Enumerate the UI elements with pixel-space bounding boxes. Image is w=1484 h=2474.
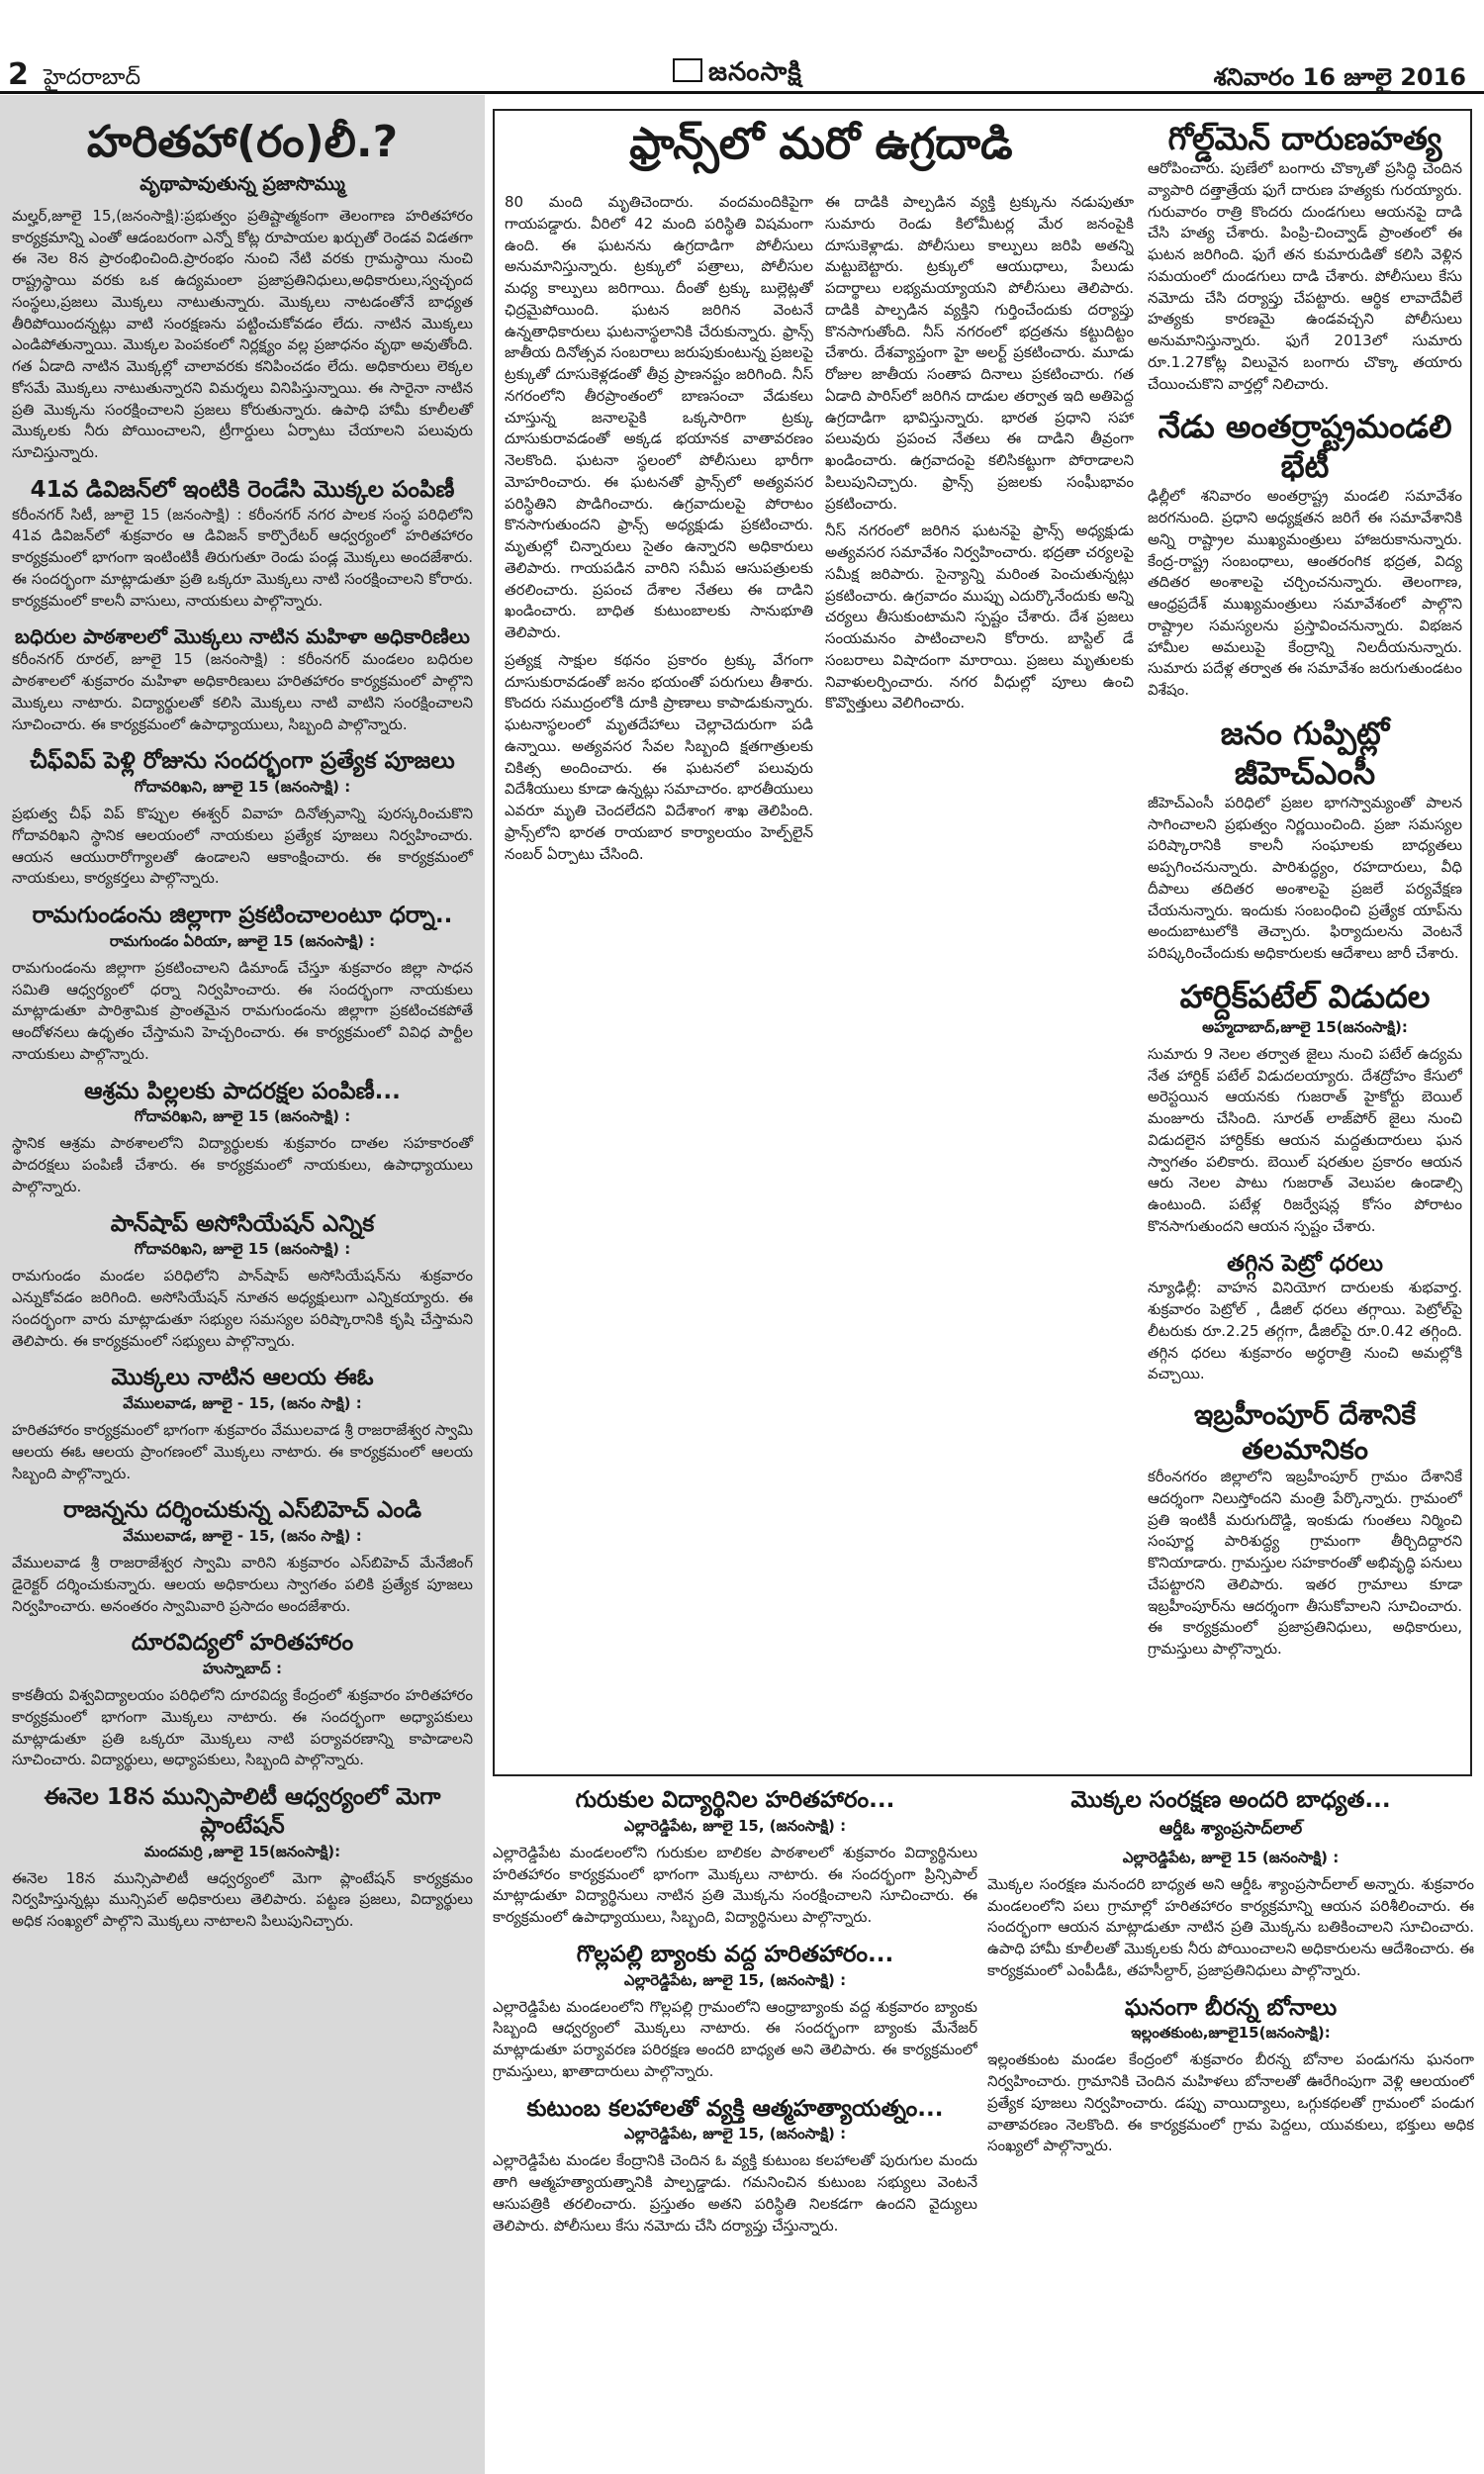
article-hardik <box>1148 977 1462 1238</box>
article-chief-whip <box>12 747 473 890</box>
article-ibrahimpur <box>1148 1397 1462 1661</box>
article-ramagundam-dharna <box>12 902 473 1066</box>
france-headline-wrap <box>505 119 1138 188</box>
dateline: ఎల్లారెడ్డిపేట, జూలై 15, (జనంసాక్షి) : <box>623 1970 847 1989</box>
page-number: 2 <box>8 57 29 92</box>
bottom-col-2 <box>987 1786 1474 2474</box>
article-body: రామగుండం మండల పరిధిలోని పాన్‌షాప్ అసోసియేషన్‌ను శుక్రవారం ఎన్నుకోవడం జరిగింది. అసోసియేషన్ నూతన అధ్యక్షులుగా ఎన్నికయ్యారు. ఈ సందర్భంగా వారు మాట్లాడుతూ సభ్యుల సమస్యల పరిష్కారానికి కృషి చేస్తామని తెలిపారు. ఈ కార్యక్రమంలో సభ్యులు పాల్గొన్నారు. <box>12 1267 473 1350</box>
dateline: గోదావరిఖని, జూలై 15 (జనంసాక్షి) : <box>134 1107 351 1126</box>
bottom-col-1 <box>493 1786 977 2474</box>
article-body: ప్రత్యక్ష సాక్షుల కథనం ప్రకారం ట్రక్కు వేగంగా దూసుకురావడంతో జనం భయంతో పరుగులు తీశారు. కొందరు సముద్రంలోకి దూకి ప్రాణాలు కాపాడుకున్నారు. ఘటనాస్థలంలో మృతదేహాలు చెల్లాచెదురుగా పడి ఉన్నాయి. అత్యవసర సేవల సిబ్బంది క్షతగాత్రులకు చికిత్స అందించారు. ఈ ఘటనలో పలువురు విదేశీయులు కూడా ఉన్నట్లు సమాచారం. భారతీయులు ఎవరూ మృతి చెందలేదని విదేశాంగ శాఖ తెలిపింది. ఫ్రాన్స్‌లోని భారత రాయబార కార్యాలయం హెల్ప్‌లైన్ నంబర్ ఏర్పాటు చేసింది. <box>505 650 813 863</box>
dateline: మందమర్రి ,జూలై 15(జనంసాక్షి): <box>143 1842 341 1860</box>
article-body: సుమారు 9 నెలల తర్వాత జైలు నుంచి పటేల్ ఉద్యమ నేత హార్దిక్ పటేల్ విడుదలయ్యారు. దేశద్రోహం కేసులో అరెస్టయిన ఆయనకు గుజరాత్ హైకోర్టు బెయిల్ మంజూరు చేసింది. సూరత్ లాజ్‌పోర్ జైలు నుంచి విడుదలైన హార్దిక్‌కు ఆయన మద్దతుదారులు ఘన స్వాగతం పలికారు. బెయిల్ షరతుల ప్రకారం ఆయన ఆరు నెలల పాటు గుజరాత్ వెలుపల ఉండాల్సి ఉంటుంది. పటేళ్ల రిజర్వేషన్ల కోసం పోరాటం కొనసాగుతుందని ఆయన స్పష్టం చేశారు. <box>1148 1044 1462 1235</box>
article-ashram-footwear <box>12 1078 473 1198</box>
page-date: శనివారం 16 జూలై 2016 <box>1213 63 1466 91</box>
article-goldman <box>1148 119 1462 395</box>
article-body: కాకతీయ విశ్వవిద్యాలయం పరిధిలోని దూరవిద్య కేంద్రంలో శుక్రవారం హరితహారం కార్యక్రమంలో భాగంగా మొక్కలు నాటారు. ఈ సందర్భంగా అధ్యాపకులు మాట్లాడుతూ ప్రతి ఒక్కరూ మొక్కలు నాటి పర్యావరణాన్ని కాపాడాలని సూచించారు. విద్యార్థులు, అధ్యాపకులు, సిబ్బంది పాల్గొన్నారు. <box>12 1686 473 1769</box>
article-suicide-attempt <box>493 2095 977 2237</box>
article-body: జీహెచ్ఎంసీ పరిధిలో ప్రజల భాగస్వామ్యంతో పాలన సాగించాలని ప్రభుత్వం నిర్ణయించింది. ప్రజా సమస్యల పరిష్కారానికి కాలనీ సంఘాలకు బాధ్యతలు అప్పగించనున్నారు. పారిశుద్ధ్యం, రహదారులు, వీధి దీపాలు తదితర అంశాలపై ప్రజలే పర్యవేక్షణ చేయనున్నారు. ఇందుకు సంబంధించి ప్రత్యేక యాప్‌ను అందుబాటులోకి తెచ్చారు. ఫిర్యాదులను వెంటనే పరిష్కరించేందుకు అధికారులకు ఆదేశాలు జారీ చేశారు. <box>1148 793 1462 962</box>
logo-text: జనంసాక్షి <box>708 57 802 87</box>
article-distance-education <box>12 1629 473 1771</box>
article-body: ఇల్లంతకుంట మండల కేంద్రంలో శుక్రవారం బీరన్న బోనాల పండుగను ఘనంగా నిర్వహించారు. గ్రామానికి చెందిన మహిళలు బోనాలతో ఊరేగింపుగా వెళ్లి ఆలయంలో ప్రత్యేక పూజలు నిర్వహించారు. డప్పు వాయిద్యాలు, ఒగ్గుకథలతో గ్రామంలో పండుగ వాతావరణం నెలకొంది. ఈ కార్యక్రమంలో గ్రామ పెద్దలు, యువకులు, భక్తులు అధిక సంఖ్యలో పాల్గొన్నారు. <box>987 2050 1474 2155</box>
headline: ఇబ్రహీంపూర్ దేశానికే తలమానికం <box>1194 1398 1416 1466</box>
article-mega-plantation <box>12 1783 473 1933</box>
logo-icon <box>673 58 702 82</box>
article-body: ఆరోపించారు. పుణేలో బంగారు చొక్కాతో ప్రసిద్ధి చెందిన వ్యాపారి దత్తాత్రేయ ఫుగే దారుణ హత్యకు గురయ్యారు. గురువారం రాత్రి కొందరు దుండగులు ఆయనపై దాడి చేసి హత్య చేశారు. పింప్రి-చించ్వాడ్ ప్రాంతంలో ఈ ఘటన జరిగింది. ఫుగే తన కుమారుడితో కలిసి వెళ్లిన సమయంలో దుండగులు దాడి చేశారు. పోలీసులు కేసు నమోదు చేసి దర్యాప్తు చేపట్టారు. ఆర్థిక లావాదేవీలే హత్యకు కారణమై ఉండవచ్చని పోలీసులు అనుమానిస్తున్నారు. ఫుగే 2013లో సుమారు రూ.1.27కోట్ల విలువైన బంగారు చొక్కా తయారు చేయించుకొని వార్తల్లో నిలిచారు. <box>1148 159 1462 393</box>
article-body: ఎల్లారెడ్డిపేట మండలంలోని గొల్లపల్లి గ్రామంలోని ఆంధ్రాబ్యాంకు వద్ద శుక్రవారం బ్యాంకు సిబ్బంది ఆధ్వర్యంలో మొక్కలు నాటారు. ఈ సందర్భంగా బ్యాంకు మేనేజర్ మాట్లాడుతూ పర్యావరణ పరిరక్షణ అందరి బాధ్యత అని తెలిపారు. ఈ కార్యక్రమంలో గ్రామస్తులు, ఖాతాదారులు పాల్గొన్నారు. <box>493 1997 977 2080</box>
masthead <box>0 0 1484 94</box>
article-interstate-council <box>1148 407 1462 702</box>
article-body: హరితహారం కార్యక్రమంలో భాగంగా శుక్రవారం వేములవాడ శ్రీ రాజరాజేశ్వర స్వామి ఆలయ ఈఓ ఆలయ ప్రాంగణంలో మొక్కలు నాటారు. ఈ కార్యక్రమంలో ఆలయ సిబ్బంది పాల్గొన్నారు. <box>12 1421 474 1482</box>
article-body: మొక్కల సంరక్షణ మనందరి బాధ్యత అని ఆర్డీఓ శ్యాంప్రసాద్‌లాల్ అన్నారు. శుక్రవారం మండలంలోని పలు గ్రామాల్లో హరితహారం కార్యక్రమాన్ని ఆయన పరిశీలించారు. ఈ సందర్భంగా ఆయన మాట్లాడుతూ నాటిన ప్రతి మొక్కను బతికించాలని సూచించారు. ఉపాధి హామీ కూలీలతో మొక్కలకు నీరు పోయించాలని అధికారులను ఆదేశించారు. ఈ కార్యక్రమంలో ఎంపీడీఓ, తహసీల్దార్, ప్రజాప్రతినిధులు పాల్గొన్నారు. <box>987 1874 1474 1979</box>
page-city: హైదరాబాద్ <box>44 65 140 90</box>
article-petrol <box>1148 1250 1462 1386</box>
dateline: వేములవాడ, జూలై - 15, (జనం సాక్షి) : <box>123 1394 362 1413</box>
article-panshop-election <box>12 1210 473 1353</box>
headline: ఆశ్రమ పిల్లలకు పాదరక్షల పంపిణీ... <box>84 1078 401 1104</box>
newspaper-logo <box>673 57 802 93</box>
headline: నేడు అంతర్రాష్ట్రమండలి భేటీ <box>1158 408 1452 486</box>
france-col-1 <box>505 192 813 1765</box>
dateline: వేములవాడ, జూలై - 15, (జనం సాక్షి) : <box>123 1527 362 1546</box>
dateline: ఎల్లారెడ్డిపేట, జూలై 15, (జనంసాక్షి) : <box>623 2125 847 2143</box>
headline: హార్దిక్‌పటేల్ విడుదల <box>1179 977 1431 1015</box>
dateline: ఇల్లంతకుంట,జూలై15(జనంసాక్షి): <box>1131 2024 1331 2043</box>
bottom-right-area <box>493 1786 1484 2474</box>
article-body: 80 మంది మృతిచెందారు. వందమందికిపైగా గాయపడ్డారు. వీరిలో 42 మంది పరిస్థితి విషమంగా ఉంది. ఈ ఘటనను ఉగ్రదాడిగా పోలీసులు అనుమానిస్తున్నారు. ట్రక్కులో పత్రాలు, పోలీసుల మధ్య కాల్పులు జరిగాయి. దీంతో ట్రక్కు బుల్లెట్లతో ఛిద్రమైపోయింది. ఘటన జరిగిన వెంటనే ఉన్నతాధికారులు ఘటనాస్థలానికి చేరుకున్నారు. ఫ్రాన్స్ జాతీయ దినోత్సవ సంబరాలు జరుపుకుంటున్న ప్రజలపై ట్రక్కుతో దూసుకెళ్లడంతో తీవ్ర ప్రాణనష్టం జరిగింది. నీస్ నగరంలోని తీరప్రాంతంలో బాణసంచా వేడుకలు చూస్తున్న జనాలపైకి ఒక్కసారిగా ట్రక్కు దూసుకురావడంతో అక్కడ భయానక వాతావరణం నెలకొంది. ఘటనా స్థలంలో పోలీసులు భారీగా మోహరించారు. ఈ ఘటనతో ఫ్రాన్స్‌లో అత్యవసర పరిస్థితిని పొడిగించారు. ఉగ్రవాదులపై పోరాటం కొనసాగుతుందని ఫ్రాన్స్ అధ్యక్షుడు ప్రకటించారు. మృతుల్లో చిన్నారులు సైతం ఉన్నారని అధికారులు తెలిపారు. గాయపడిన వారిని సమీప ఆసుపత్రులకు తరలించారు. ప్రపంచ దేశాల నేతలు ఈ దాడిని ఖండించారు. బాధిత కుటుంబాలకు సానుభూతి తెలిపారు. <box>505 193 813 641</box>
article-body: వేములవాడ శ్రీ రాజరాజేశ్వర స్వామి వారిని శుక్రవారం ఎస్‌బిహెచ్ మేనేజింగ్ డైరెక్టర్ దర్శించుకున్నారు. ఆలయ అధికారులు స్వాగతం పలికి ప్రత్యేక పూజలు నిర్వహించారు. అనంతరం స్వామివారి ప్రసాదం అందజేశారు. <box>12 1554 473 1615</box>
article-body: నీస్ నగరంలో జరిగిన ఘటనపై ఫ్రాన్స్ అధ్యక్షుడు అత్యవసర సమావేశం నిర్వహించారు. భద్రతా చర్యలపై సమీక్ష జరిపారు. సైన్యాన్ని మరింత పెంచుతున్నట్లు ప్రకటించారు. ఉగ్రవాదం ముప్పు ఎదుర్కొనేందుకు అన్ని చర్యలు తీసుకుంటామని స్పష్టం చేశారు. దేశ ప్రజలు సంయమనం పాటించాలని కోరారు. బాస్టిల్ డే సంబరాలు విషాదంగా మారాయి. ప్రజలు మృతులకు నివాళులర్పించారు. నగర వీధుల్లో పూలు ఉంచి కొవ్వొత్తులు వెలిగించారు. <box>825 522 1134 713</box>
dateline: రామగుండం ఏరియా, జూలై 15 (జనంసాక్షి) : <box>109 931 376 950</box>
dateline: అహ్మదాబాద్,జూలై 15(జనంసాక్షి): <box>1202 1017 1408 1036</box>
article-body: ఈనెల 18న మున్సిపాలిటీ ఆధ్వర్యంలో మెగా ప్లాంటేషన్ కార్యక్రమం నిర్వహిస్తున్నట్లు మున్సిపల్ అధికారులు తెలిపారు. పట్టణ ప్రజలు, విద్యార్థులు అధిక సంఖ్యలో పాల్గొని మొక్కలు నాటాలని పిలుపునిచ్చారు. <box>12 1868 473 1931</box>
headline: దూరవిద్యలో హరితహారం <box>131 1630 354 1657</box>
article-beeranna-bonalu <box>987 1994 1474 2158</box>
article-plant-care <box>987 1786 1474 1982</box>
dateline: ఎల్లారెడ్డిపేట, జూలై 15, (జనంసాక్షి) : <box>623 1816 847 1835</box>
headline: 41వ డివిజన్‌లో ఇంటికి రెండేసి మొక్కల పంపిణీ <box>30 476 455 503</box>
left-column <box>0 95 485 2474</box>
article-sbh-md <box>12 1496 473 1617</box>
article-temple-eo <box>12 1364 473 1484</box>
article-gollapalli-bank <box>493 1941 977 2083</box>
france-col-2 <box>825 192 1134 1765</box>
headline: పాన్‌షాప్ అసోసియేషన్ ఎన్నిక <box>110 1210 375 1237</box>
dateline: హుస్నాబాద్ : <box>203 1660 282 1678</box>
headline: రామగుండంను జిల్లాగా ప్రకటించాలంటూ ధర్నా.. <box>32 903 453 929</box>
dateline: గోదావరిఖని, జూలై 15 (జనంసాక్షి) : <box>134 778 351 797</box>
subheadline: వృథాపావుతున్న ప్రజాసొమ్ము <box>139 172 345 195</box>
article-body: ఎల్లారెడ్డిపేట మండల కేంద్రానికి చెందిన ఓ వ్యక్తి కుటుంబ కలహాలతో పురుగుల మందు తాగి ఆత్మహత్యాయత్నానికి పాల్పడ్డాడు. గమనించిన కుటుంబ సభ్యులు వెంటనే ఆసుపత్రికి తరలించారు. ప్రస్తుతం అతని పరిస్థితి నిలకడగా ఉందని వైద్యులు తెలిపారు. పోలీసులు కేసు నమోదు చేసి దర్యాప్తు చేస్తున్నారు. <box>493 2151 977 2235</box>
article-body: రామగుండంను జిల్లాగా ప్రకటించాలని డిమాండ్ చేస్తూ శుక్రవారం జిల్లా సాధన సమితి ఆధ్వర్యంలో ధర్నా నిర్వహించారు. ఈ సందర్భంగా నాయకులు మాట్లాడుతూ పారిశ్రామిక ప్రాంతమైన రామగుండంను జిల్లాగా ప్రకటించకపోతే ఆందోళనలు ఉధృతం చేస్తామని హెచ్చరించారు. ఈ కార్యక్రమంలో వివిధ పార్టీల నాయకులు పాల్గొన్నారు. <box>12 958 473 1063</box>
headline: తగ్గిన పెట్రో ధరలు <box>1227 1250 1383 1277</box>
article-lead <box>12 117 473 464</box>
article-body: కరీంనగరం జిల్లాలోని ఇబ్రహీంపూర్ గ్రామం దేశానికే ఆదర్శంగా నిలుస్తోందని మంత్రి పేర్కొన్నారు. గ్రామంలో ప్రతి ఇంటికీ మరుగుదొడ్డి, ఇంకుడు గుంతలు నిర్మించి సంపూర్ణ పారిశుద్ధ్య గ్రామంగా తీర్చిదిద్దారని కొనియాడారు. గ్రామస్తుల సహకారంతో అభివృద్ధి పనులు చేపట్టారని తెలిపారు. ఇతర గ్రామాలు కూడా ఇబ్రహీంపూర్‌ను ఆదర్శంగా తీసుకోవాలని సూచించారు. ఈ కార్యక్రమంలో ప్రజాప్రతినిధులు, అధికారులు, గ్రామస్తులు పాల్గొన్నారు. <box>1148 1468 1462 1658</box>
article-body: ఢిల్లీలో శనివారం అంతర్రాష్ట్ర మండలి సమావేశం జరగనుంది. ప్రధాని అధ్యక్షతన జరిగే ఈ సమావేశానికి అన్ని రాష్ట్రాల ముఖ్యమంత్రులు హాజరుకానున్నారు. కేంద్ర-రాష్ట్ర సంబంధాలు, ఆంతరంగిక భద్రత, విద్య తదితర అంశాలపై చర్చించనున్నారు. తెలంగాణ, ఆంధ్రప్రదేశ్ ముఖ్యమంత్రులు సమావేశంలో పాల్గొని రాష్ట్రాల సమస్యలను ప్రస్తావించనున్నారు. విభజన హామీల అమలుపై కేంద్రాన్ని నిలదీయనున్నారు. సుమారు పదేళ్ల తర్వాత ఈ సమావేశం జరుగుతుండటం విశేషం. <box>1148 487 1462 699</box>
article-body: ఈ దాడికి పాల్పడిన వ్యక్తి ట్రక్కును నడుపుతూ సుమారు రెండు కిలోమీటర్ల మేర జనంపైకి దూసుకెళ్లాడు. పోలీసులు కాల్పులు జరిపి అతన్ని మట్టుబెట్టారు. ట్రక్కులో ఆయుధాలు, పేలుడు పదార్థాలు లభ్యమయ్యాయని పోలీసులు తెలిపారు. దాడికి పాల్పడిన వ్యక్తిని గుర్తించేందుకు దర్యాప్తు కొనసాగుతోంది. నీస్ నగరంలో భద్రతను కట్టుదిట్టం చేశారు. దేశవ్యాప్తంగా హై అలర్ట్ ప్రకటించారు. మూడు రోజుల జాతీయ సంతాప దినాలు ప్రకటించారు. గత ఏడాది పారిస్‌లో జరిగిన దాడుల తర్వాత ఇది అతిపెద్ద ఉగ్రదాడిగా భావిస్తున్నారు. భారత ప్రధాని సహా పలువురు ప్రపంచ నేతలు ఈ దాడిని తీవ్రంగా ఖండించారు. ఉగ్రవాదంపై కలిసికట్టుగా పోరాడాలని పిలుపునిచ్చారు. ఫ్రాన్స్ ప్రజలకు సంఘీభావం ప్రకటించారు. <box>825 193 1134 513</box>
headline: గోల్డ్‌మెన్ దారుణహత్య <box>1167 120 1442 157</box>
headline: కుటుంబ కలహాలతో వ్యక్తి ఆత్మహత్యాయత్నం... <box>526 2095 944 2122</box>
headline: చీఫ్‌విప్ పెళ్లి రోజును సందర్భంగా ప్రత్యేక పూజలు <box>30 748 455 775</box>
article-body: కరీంనగర్ రూరల్, జూలై 15 (జనంసాక్షి) : కరీంనగర్ మండలం బధిరుల పాఠశాలలో శుక్రవారం మహిళా అధికారిణులు హరితహారం కార్యక్రమంలో పాల్గొని మొక్కలు నాటారు. విద్యార్థులతో కలిసి మొక్కలు నాటి వాటిని సంరక్షించాలని సూచించారు. ఈ కార్యక్రమంలో ఉపాధ్యాయులు, సిబ్బంది పాల్గొన్నారు. <box>12 650 473 733</box>
headline: బధిరుల పాఠశాలలో మొక్కలు నాటిన మహిళా అధికారిణిలు <box>15 624 470 649</box>
article-body: ప్రభుత్వ చీఫ్ విప్ కొప్పుల ఈశ్వర్ వివాహ దినోత్సవాన్ని పురస్కరించుకొని గోదావరిఖని స్థానిక ఆలయంలో నాయకులు ప్రత్యేక పూజలు నిర్వహించారు. ఆయన ఆయురారోగ్యాలతో ఉండాలని ఆకాంక్షించారు. ఈ కార్యక్రమంలో నాయకులు, కార్యకర్తలు పాల్గొన్నారు. <box>12 805 473 888</box>
headline: గొల్లపల్లి బ్యాంకు వద్ద హరితహారం... <box>576 1941 894 1967</box>
headline: హరితహా(రం)లీ.? <box>86 117 399 167</box>
article-body: స్థానిక ఆశ్రమ పాఠశాలలోని విద్యార్థులకు శుక్రవారం దాతల సహకారంతో పాదరక్షలు పంపిణీ చేశారు. ఈ కార్యక్రమంలో నాయకులు, ఉపాధ్యాయులు పాల్గొన్నారు. <box>12 1134 473 1195</box>
dateline: ఎల్లారెడ్డిపేట, జూలై 15 (జనంసాక్షి) : <box>1122 1848 1340 1866</box>
article-41-division <box>12 476 473 613</box>
article-body: కరీంనగర్ సిటీ, జూలై 15 (జనంసాక్షి) : కరీంనగర్ నగర పాలక సంస్థ పరిధిలోని 41వ డివిజన్‌లో శుక్రవారం ఆ డివిజన్ కార్పొరేటర్ ఆధ్వర్యంలో హరితహారం కార్యక్రమంలో భాగంగా ఇంటింటికీ తిరుగుతూ రెండు పండ్ల మొక్కలు అందజేశారు. ఈ సందర్భంగా మాట్లాడుతూ ప్రతి ఒక్కరూ మొక్కలు నాటి సంరక్షించాలని కోరారు. కార్యక్రమంలో కాలనీ వాసులు, నాయకులు పాల్గొన్నారు. <box>12 505 473 610</box>
headline: ఫ్రాన్స్‌లో మరో ఉగ్రదాడి <box>629 119 1013 169</box>
article-body: ఎల్లారెడ్డిపేట మండలంలోని గురుకుల బాలికల పాఠశాలలో శుక్రవారం విద్యార్థినులు హరితహారం కార్యక్రమంలో భాగంగా మొక్కలు నాటారు. ఈ సందర్భంగా ప్రిన్సిపాల్ మాట్లాడుతూ విద్యార్థినులు నాటిన ప్రతి మొక్కను సంరక్షించాలని సూచించారు. ఈ కార్యక్రమంలో ఉపాధ్యాయులు, సిబ్బంది, విద్యార్థినులు పాల్గొన్నారు. <box>493 1843 977 1926</box>
headline: ఈనెల 18న మున్సిపాలిటీ ఆధ్వర్యంలో మెగా ప్లాంటేషన్ <box>44 1784 441 1839</box>
headline: గురుకుల విద్యార్థినిల హరితహారం... <box>575 1787 895 1813</box>
article-ghmc <box>1148 714 1462 965</box>
article-deaf-school <box>12 623 473 735</box>
headline: మొక్కల సంరక్షణ అందరి బాధ్యత... <box>1070 1787 1391 1813</box>
headline: మొక్కలు నాటిన ఆలయ ఈఓ <box>111 1365 374 1391</box>
subheadline: ఆర్డీఓ శ్యాంప్రసాద్‌లాల్ <box>1159 1818 1303 1839</box>
headline: జనం గుప్పిట్లో జీహెచ్ఎంసీ <box>1220 714 1390 792</box>
headline: ఘనంగా బీరన్న బోనాలు <box>1124 1994 1338 2021</box>
article-gurukul <box>493 1786 977 1929</box>
dateline: గోదావరిఖని, జూలై 15 (జనంసాక్షి) : <box>134 1240 351 1259</box>
right-col-3 <box>1148 119 1462 1766</box>
right-boxed-area <box>493 109 1472 1776</box>
article-body: మల్హర్,జూలై 15,(జనంసాక్షి):ప్రభుత్వం ప్రతిష్టాత్మకంగా తెలంగాణ హరితహారం కార్యక్రమాన్ని ఎంతో ఆడంబరంగా ఎన్నో కోట్ల రూపాయల ఖర్చుతో రెండవ విడతగా ఈ నెల 8న ప్రారంభించింది.ప్రారంభం నుంచి నేటి వరకు గ్రామస్థాయి నుంచి రాష్ట్రస్థాయి వరకు ఒక ఉద్యమంలా ప్రజాప్రతినిధులు,అధికారులు,స్వచ్ఛంద సంస్థలు,ప్రజలు మొక్కలు నాటుతున్నారు. మొక్కలు నాటడంతోనే బాధ్యత తీరిపోయిందన్నట్లు వాటి సంరక్షణను పట్టించుకోవడం లేదు. నాటిన మొక్కలు ఎండిపోతున్నాయి. మొక్కల పెంపకంలో నిర్లక్ష్యం వల్ల ప్రజాధనం వృథా అవుతోంది. గత ఏడాది నాటిన మొక్కల్లో చాలావరకు కనిపించడం లేదు. అధికారులు లెక్కల కోసమే మొక్కలు నాటుతున్నారని విమర్శలు వినిపిస్తున్నాయి. ఈ సారైనా నాటిన ప్రతి మొక్కను సంరక్షించాలని ప్రజలు కోరుతున్నారు. ఉపాధి హామీ కూలీలతో మొక్కలకు నీరు పోయించాలని, ట్రీగార్డులు ఏర్పాటు చేయాలని పలువురు సూచిస్తున్నారు. <box>12 206 473 462</box>
article-body: న్యూఢిల్లీ: వాహన వినియోగ దారులకు శుభవార్త. శుక్రవారం పెట్రోల్ , డీజిల్ ధరలు తగ్గాయి. పెట్రోల్‌పై లీటరుకు రూ.2.25 తగ్గగా, డీజిల్‌పై రూ.0.42 తగ్గింది. తగ్గిన ధరలు శుక్రవారం అర్ధరాత్రి నుంచి అమల్లోకి వచ్చాయి. <box>1148 1279 1462 1383</box>
headline: రాజన్నను దర్శించుకున్న ఎస్‌బిహెచ్ ఎండి <box>62 1497 422 1524</box>
